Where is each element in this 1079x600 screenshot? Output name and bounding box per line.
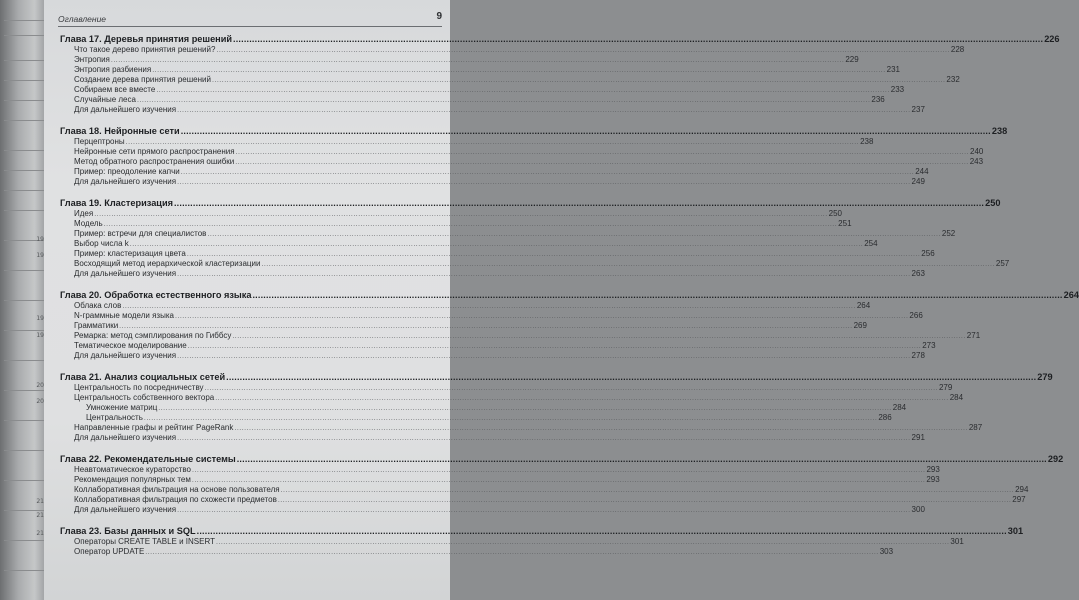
leader-dots: ............................................................................................................................................................................................................................................................................................................ bbox=[122, 303, 856, 310]
leader-dots: ............................................................................................................................................................................................................................................................................................................ bbox=[207, 231, 941, 238]
chapter-heading-page: 301 bbox=[1007, 526, 1024, 536]
toc-entry-title: Для дальнейшего изучения bbox=[74, 177, 177, 186]
chapter-block bbox=[60, 197, 1010, 279]
chapter-heading bbox=[60, 125, 1008, 137]
spine-line bbox=[4, 150, 46, 151]
leader-dots: ............................................................................................................................................................................................................................................................................................................ bbox=[226, 372, 1037, 382]
toc-entry-page: 303 bbox=[879, 547, 894, 556]
chapter-block bbox=[60, 33, 1060, 115]
leader-dots: ............................................................................................................................................................................................................................................................................................................ bbox=[211, 77, 946, 84]
toc-entry bbox=[60, 167, 929, 177]
leader-dots: ............................................................................................................................................................................................................................................................................................................ bbox=[191, 467, 926, 474]
toc-entry-page: 231 bbox=[886, 65, 901, 74]
toc-entry-title: Для дальнейшего изучения bbox=[74, 351, 177, 360]
toc-entry-title: Пример: преодоление капчи bbox=[74, 167, 180, 176]
spine-page-number: 21 bbox=[36, 512, 44, 519]
toc-entry bbox=[60, 383, 953, 393]
toc-entry bbox=[60, 341, 936, 351]
spine-page-number: 19 bbox=[36, 236, 44, 243]
chapter-heading bbox=[60, 33, 1060, 45]
leader-dots: ............................................................................................................................................................................................................................................................................................................ bbox=[191, 477, 926, 484]
toc-entry-title: Для дальнейшего изучения bbox=[74, 105, 177, 114]
toc-entry-page: 256 bbox=[921, 249, 935, 258]
toc-entry bbox=[60, 95, 885, 105]
spine-line bbox=[4, 35, 46, 36]
leader-dots: ............................................................................................................................................................................................................................................................................................................ bbox=[136, 97, 871, 104]
toc-entry-title: Что такое дерево принятия решений? bbox=[74, 45, 216, 54]
toc-entry bbox=[60, 75, 960, 85]
spine-line bbox=[4, 330, 46, 331]
toc-entry-title: Центральность по посредничеству bbox=[74, 383, 204, 392]
chapter-heading-title: Глава 18. Нейронные сети bbox=[60, 126, 180, 136]
leader-dots: ............................................................................................................................................................................................................................................................................................................ bbox=[173, 198, 985, 208]
leader-dots: ............................................................................................................................................................................................................................................................................................................ bbox=[119, 323, 853, 330]
toc-entry-page: 263 bbox=[911, 269, 925, 278]
toc-entry-page: 294 bbox=[1015, 485, 1029, 494]
spine-line bbox=[4, 450, 46, 451]
book-page bbox=[44, 0, 1079, 600]
toc-entry-page: 233 bbox=[890, 85, 905, 94]
leader-dots: ............................................................................................................................................................................................................................................................................................................ bbox=[261, 261, 995, 268]
toc-entry bbox=[60, 423, 983, 433]
leader-dots: ............................................................................................................................................................................................................................................................................................................ bbox=[215, 539, 950, 546]
toc-entry-page: 229 bbox=[845, 55, 859, 64]
toc-entry bbox=[60, 249, 935, 259]
toc-entry-page: 254 bbox=[864, 239, 878, 248]
spine-line bbox=[4, 210, 46, 211]
toc-entry-page: 284 bbox=[949, 393, 964, 402]
spine-line bbox=[4, 510, 46, 511]
leader-dots: ............................................................................................................................................................................................................................................................................................................ bbox=[180, 126, 991, 136]
leader-dots: ............................................................................................................................................................................................................................................................................................................ bbox=[235, 149, 970, 156]
toc-entry-page: 293 bbox=[926, 465, 940, 474]
leader-dots: ............................................................................................................................................................................................................................................................................................................ bbox=[235, 159, 969, 166]
toc-entry-title: Для дальнейшего изучения bbox=[74, 505, 177, 514]
leader-dots: ............................................................................................................................................................................................................................................................................................................ bbox=[177, 179, 911, 186]
toc-entry-title: Направленные графы и рейтинг PageRank bbox=[74, 423, 234, 432]
toc-entry bbox=[60, 137, 874, 147]
toc-entry bbox=[60, 209, 843, 219]
toc-entry-page: 297 bbox=[1012, 495, 1026, 504]
spine-line bbox=[4, 360, 46, 361]
toc-entry bbox=[60, 393, 964, 403]
spine-line bbox=[4, 170, 46, 171]
chapter-heading bbox=[60, 371, 1053, 383]
leader-dots: ............................................................................................................................................................................................................................................................................................................ bbox=[152, 67, 886, 74]
toc-entry-title: Коллаборативная фильтрация по схожести предметов bbox=[74, 495, 277, 504]
toc-entry bbox=[60, 157, 984, 167]
leader-dots: ............................................................................................................................................................................................................................................................................................................ bbox=[174, 313, 909, 320]
spine-line bbox=[4, 20, 46, 21]
spine-line bbox=[4, 60, 46, 61]
toc-entry-page: 266 bbox=[909, 311, 923, 320]
page-header bbox=[58, 12, 442, 28]
toc-entry-page: 240 bbox=[970, 147, 984, 156]
leader-dots: ............................................................................................................................................................................................................................................................................................................ bbox=[277, 497, 1012, 504]
toc-entry bbox=[60, 85, 905, 95]
spine-line bbox=[4, 420, 46, 421]
chapter-heading-title: Глава 19. Кластеризация bbox=[60, 198, 173, 208]
spine-line bbox=[4, 300, 46, 301]
toc-entry-page: 300 bbox=[911, 505, 925, 514]
leader-dots: ............................................................................................................................................................................................................................................................................................................ bbox=[252, 290, 1063, 300]
toc-entry-page: 228 bbox=[950, 45, 965, 54]
spine-page-number: 19 bbox=[36, 332, 44, 339]
toc-entry bbox=[60, 475, 940, 485]
leader-dots: ............................................................................................................................................................................................................................................................................................................ bbox=[196, 526, 1007, 536]
leader-dots: ............................................................................................................................................................................................................................................................................................................ bbox=[94, 211, 828, 218]
toc-entry-page: 232 bbox=[946, 75, 960, 84]
chapter-heading bbox=[60, 453, 1064, 465]
toc-entry-title: Неавтоматическое кураторство bbox=[74, 465, 191, 474]
toc-entry-title: Для дальнейшего изучения bbox=[74, 269, 177, 278]
leader-dots: ............................................................................................................................................................................................................................................................................................................ bbox=[233, 34, 1044, 44]
toc-entry-page: 278 bbox=[911, 351, 925, 360]
leader-dots: ............................................................................................................................................................................................................................................................................................................ bbox=[215, 395, 949, 402]
leader-dots: ............................................................................................................................................................................................................................................................................................................ bbox=[177, 435, 911, 442]
toc-entry bbox=[60, 45, 965, 55]
toc-entry-page: 237 bbox=[911, 105, 925, 114]
toc-entry-title: Тематическое моделирование bbox=[74, 341, 187, 350]
toc-entry-title: Собираем все вместе bbox=[74, 85, 156, 94]
chapter-heading-page: 292 bbox=[1047, 454, 1064, 464]
spine-line bbox=[4, 190, 46, 191]
toc-entry-page: 251 bbox=[838, 219, 852, 228]
chapter-heading-title: Глава 22. Рекомендательные системы bbox=[60, 454, 236, 464]
toc-entry-page: 279 bbox=[938, 383, 953, 392]
leader-dots: ............................................................................................................................................................................................................................................................................................................ bbox=[204, 385, 938, 392]
leader-dots: ............................................................................................................................................................................................................................................................................................................ bbox=[187, 343, 922, 350]
chapter-heading-title: Глава 21. Анализ социальных сетей bbox=[60, 372, 226, 382]
spine-page-number: 19 bbox=[36, 315, 44, 322]
toc-entry bbox=[60, 229, 956, 239]
leader-dots: ............................................................................................................................................................................................................................................................................................................ bbox=[216, 47, 950, 54]
leader-dots: ............................................................................................................................................................................................................................................................................................................ bbox=[158, 405, 892, 412]
toc-entry-page: 291 bbox=[911, 433, 925, 442]
leader-dots: ............................................................................................................................................................................................................................................................................................................ bbox=[110, 57, 845, 64]
toc-entry-title: Пример: встречи для специалистов bbox=[74, 229, 207, 238]
leader-dots: ............................................................................................................................................................................................................................................................................................................ bbox=[129, 241, 864, 248]
toc-entry-title: Для дальнейшего изучения bbox=[74, 433, 177, 442]
chapter-heading-title: Глава 23. Базы данных и SQL bbox=[60, 526, 196, 536]
toc-entry-title: Умножение матриц bbox=[86, 403, 158, 412]
toc-entry-page: 249 bbox=[911, 177, 925, 186]
toc-entry-title: Оператор UPDATE bbox=[74, 547, 145, 556]
toc-entry-page: 243 bbox=[969, 157, 984, 166]
spine-line bbox=[4, 80, 46, 81]
chapter-heading-title: Глава 20. Обработка естественного языка bbox=[60, 290, 252, 300]
toc-entry bbox=[60, 331, 981, 341]
chapter-heading bbox=[60, 289, 1079, 301]
toc-entry-title: Метод обратного распространения ошибки bbox=[74, 157, 235, 166]
toc-entry bbox=[60, 433, 925, 443]
page-number: 9 bbox=[436, 11, 442, 22]
toc-entry bbox=[60, 65, 901, 75]
toc-entry bbox=[60, 219, 852, 229]
leader-dots: ............................................................................................................................................................................................................................................................................................................ bbox=[156, 87, 890, 94]
header-rule bbox=[58, 26, 442, 27]
toc-entry-page: 250 bbox=[828, 209, 843, 218]
toc-entry-title: Энтропия bbox=[74, 55, 110, 64]
leader-dots: ............................................................................................................................................................................................................................................................................................................ bbox=[234, 425, 968, 432]
chapter-block bbox=[60, 125, 1008, 187]
toc-entry-title: Грамматики bbox=[74, 321, 119, 330]
toc-entry bbox=[60, 537, 964, 547]
toc-entry-title: Центральность собственного вектора bbox=[74, 393, 215, 402]
toc-entry bbox=[60, 239, 878, 249]
toc-entry-page: 286 bbox=[878, 413, 892, 422]
toc-entry-page: 293 bbox=[926, 475, 940, 484]
spine-line bbox=[4, 120, 46, 121]
toc-entry bbox=[60, 351, 925, 361]
spine-page-number: 21 bbox=[36, 498, 44, 505]
toc-entry-title: Случайные леса bbox=[74, 95, 136, 104]
spine-line bbox=[4, 540, 46, 541]
toc-entry-page: 244 bbox=[915, 167, 929, 176]
toc-entry bbox=[60, 505, 925, 515]
toc-entry bbox=[60, 259, 1010, 269]
toc-entry-title: Рекомендация популярных тем bbox=[74, 475, 191, 484]
leader-dots: ............................................................................................................................................................................................................................................................................................................ bbox=[145, 549, 879, 556]
toc-entry-page: 287 bbox=[968, 423, 983, 432]
toc-entry-title: Энтропия разбиения bbox=[74, 65, 152, 74]
chapter-block bbox=[60, 453, 1064, 515]
running-head-title: Оглавление bbox=[58, 14, 107, 24]
chapter-block bbox=[60, 525, 1024, 557]
leader-dots: ............................................................................................................................................................................................................................................................................................................ bbox=[280, 487, 1015, 494]
chapter-heading bbox=[60, 197, 1001, 209]
toc-entry bbox=[60, 403, 907, 413]
spine-line bbox=[4, 570, 46, 571]
spine-page-number: 20 bbox=[36, 382, 44, 389]
toc-entry-title: Операторы CREATE TABLE и INSERT bbox=[74, 537, 215, 546]
table-of-contents bbox=[60, 33, 1079, 567]
toc-entry bbox=[60, 311, 923, 321]
chapter-heading-page: 238 bbox=[991, 126, 1008, 136]
toc-entry-title: Создание дерева принятия решений bbox=[74, 75, 211, 84]
toc-entry-page: 236 bbox=[871, 95, 885, 104]
spine-line bbox=[4, 270, 46, 271]
spine-page-number: 21 bbox=[36, 530, 44, 537]
leader-dots: ............................................................................................................................................................................................................................................................................................................ bbox=[177, 507, 911, 514]
spine-page-number: 20 bbox=[36, 398, 44, 405]
chapter-heading-page: 264 bbox=[1063, 290, 1079, 300]
toc-entry-title: Пример: кластеризация цвета bbox=[74, 249, 186, 258]
toc-entry bbox=[60, 485, 1029, 495]
toc-entry-page: 257 bbox=[995, 259, 1010, 268]
toc-entry-title: N-граммные модели языка bbox=[74, 311, 174, 320]
toc-entry-page: 284 bbox=[892, 403, 907, 412]
toc-entry-title: Перцептроны bbox=[74, 137, 125, 146]
leader-dots: ............................................................................................................................................................................................................................................................................................................ bbox=[103, 221, 838, 228]
toc-entry-page: 301 bbox=[950, 537, 964, 546]
leader-dots: ............................................................................................................................................................................................................................................................................................................ bbox=[177, 353, 911, 360]
toc-entry bbox=[60, 495, 1026, 505]
toc-entry-title: Центральность bbox=[86, 413, 143, 422]
toc-entry-page: 264 bbox=[856, 301, 871, 310]
chapter-heading bbox=[60, 525, 1024, 537]
leader-dots: ............................................................................................................................................................................................................................................................................................................ bbox=[177, 107, 911, 114]
leader-dots: ............................................................................................................................................................................................................................................................................................................ bbox=[143, 415, 878, 422]
chapter-block bbox=[60, 289, 1079, 361]
toc-entry-title: Выбор числа k bbox=[74, 239, 129, 248]
leader-dots: ............................................................................................................................................................................................................................................................................................................ bbox=[186, 251, 921, 258]
toc-entry-page: 269 bbox=[853, 321, 867, 330]
toc-entry-page: 252 bbox=[941, 229, 956, 238]
toc-entry-page: 271 bbox=[966, 331, 981, 340]
chapter-block bbox=[60, 371, 1053, 443]
toc-entry-page: 238 bbox=[860, 137, 874, 146]
toc-entry bbox=[60, 105, 925, 115]
toc-entry bbox=[60, 321, 867, 331]
book-spine-edge bbox=[0, 0, 46, 600]
toc-entry bbox=[60, 413, 892, 423]
toc-entry bbox=[60, 301, 871, 311]
toc-entry-title: Модель bbox=[74, 219, 103, 228]
chapter-heading-title: Глава 17. Деревья принятия решений bbox=[60, 34, 233, 44]
chapter-heading-page: 250 bbox=[985, 198, 1001, 208]
toc-entry bbox=[60, 547, 894, 557]
spine-line bbox=[4, 100, 46, 101]
toc-entry bbox=[60, 177, 925, 187]
toc-entry-title: Ремарка: метод сэмплирования по Гиббсу bbox=[74, 331, 232, 340]
toc-entry bbox=[60, 147, 984, 157]
spine-line bbox=[4, 480, 46, 481]
leader-dots: ............................................................................................................................................................................................................................................................................................................ bbox=[180, 169, 915, 176]
leader-dots: ............................................................................................................................................................................................................................................................................................................ bbox=[236, 454, 1047, 464]
toc-entry-title: Коллаборативная фильтрация на основе пользователя bbox=[74, 485, 280, 494]
toc-entry-title: Облака слов bbox=[74, 301, 122, 310]
toc-entry-title: Восходящий метод иерархической кластеризации bbox=[74, 259, 261, 268]
leader-dots: ............................................................................................................................................................................................................................................................................................................ bbox=[232, 333, 966, 340]
toc-entry-page: 273 bbox=[922, 341, 936, 350]
toc-entry-title: Идея bbox=[74, 209, 94, 218]
toc-entry bbox=[60, 55, 859, 65]
toc-entry bbox=[60, 269, 925, 279]
spine-page-number: 19 bbox=[36, 252, 44, 259]
toc-entry-title: Нейронные сети прямого распространения bbox=[74, 147, 235, 156]
leader-dots: ............................................................................................................................................................................................................................................................................................................ bbox=[125, 139, 860, 146]
chapter-heading-page: 279 bbox=[1037, 372, 1053, 382]
leader-dots: ............................................................................................................................................................................................................................................................................................................ bbox=[177, 271, 911, 278]
spine-line bbox=[4, 390, 46, 391]
toc-entry bbox=[60, 465, 940, 475]
chapter-heading-page: 226 bbox=[1044, 34, 1060, 44]
